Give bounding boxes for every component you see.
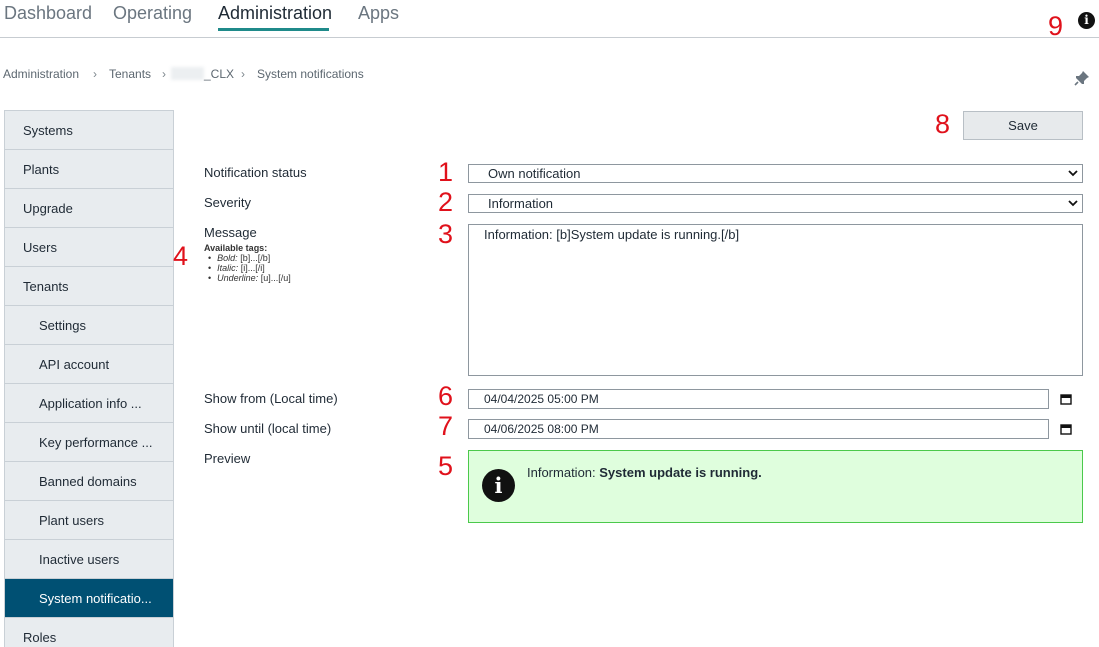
- message-textarea[interactable]: Information: [b]System update is running.[/b]: [468, 224, 1083, 376]
- annotation-6: 6: [438, 381, 454, 411]
- active-tab-indicator: [218, 28, 329, 31]
- preview-message: Information: System update is running.: [527, 465, 762, 480]
- tab-apps[interactable]: Apps: [358, 3, 400, 23]
- sidebar-item-inactive-users[interactable]: Inactive users: [5, 540, 173, 579]
- available-tags-heading: Available tags:: [204, 243, 268, 253]
- sidebar-item-users[interactable]: Users: [5, 228, 173, 267]
- annotation-2: 2: [438, 187, 454, 217]
- sidebar-item-systems[interactable]: Systems: [5, 111, 173, 150]
- chevron-down-icon: [1068, 168, 1078, 178]
- breadcrumb-administration[interactable]: Administration: [3, 67, 80, 81]
- tag-italic: • Italic: [i]...[/i]: [208, 263, 291, 273]
- sidebar-item-upgrade[interactable]: Upgrade: [5, 189, 173, 228]
- sidebar-item-plant-users[interactable]: Plant users: [5, 501, 173, 540]
- preview-label: Preview: [204, 451, 251, 466]
- tab-administration[interactable]: Administration: [218, 3, 333, 23]
- sidebar-item-banned-domains[interactable]: Banned domains: [5, 462, 173, 501]
- breadcrumb-separator: ›: [93, 67, 97, 81]
- sidebar-item-system-notifications[interactable]: System notificatio...: [5, 579, 173, 618]
- sidebar-item-roles[interactable]: Roles: [5, 618, 173, 647]
- show-from-label: Show from (Local time): [204, 391, 338, 406]
- tab-dashboard[interactable]: Dashboard: [4, 3, 93, 23]
- tag-underline: • Underline: [u]...[/u]: [208, 273, 291, 283]
- breadcrumb-separator: ›: [162, 67, 166, 81]
- breadcrumb-tenant[interactable]: _CLX: [204, 67, 235, 81]
- severity-label: Severity: [204, 195, 251, 210]
- breadcrumb-separator: ›: [241, 67, 245, 81]
- annotation-7: 7: [438, 411, 454, 441]
- notification-status-label: Notification status: [204, 165, 307, 180]
- info-icon[interactable]: i: [1078, 12, 1095, 29]
- show-until-label: Show until (local time): [204, 421, 332, 436]
- sidebar-item-tenants[interactable]: Tenants: [5, 267, 173, 306]
- calendar-icon[interactable]: [1060, 393, 1072, 405]
- save-button[interactable]: Save: [963, 111, 1083, 140]
- breadcrumb-tenants[interactable]: Tenants: [109, 67, 152, 81]
- information-icon: i: [482, 469, 515, 502]
- show-until-input[interactable]: 04/06/2025 08:00 PM: [468, 419, 1049, 439]
- annotation-9: 9: [1048, 11, 1064, 41]
- available-tags-help: [204, 243, 291, 283]
- notification-status-select[interactable]: [468, 164, 1083, 183]
- sidebar-item-plants[interactable]: Plants: [5, 150, 173, 189]
- calendar-icon[interactable]: [1060, 423, 1072, 435]
- sidebar-item-application-info[interactable]: Application info ...: [5, 384, 173, 423]
- annotation-4: 4: [173, 241, 189, 271]
- tag-bold: • Bold: [b]...[/b]: [208, 253, 291, 263]
- chevron-down-icon: [1068, 198, 1078, 208]
- sidebar-item-key-performance[interactable]: Key performance ...: [5, 423, 173, 462]
- top-navigation: [0, 0, 1099, 41]
- redacted-tenant-name: [171, 67, 204, 80]
- tab-operating[interactable]: Operating: [113, 3, 193, 23]
- sidebar-item-settings[interactable]: Settings: [5, 306, 173, 345]
- severity-select[interactable]: [468, 194, 1083, 213]
- notification-status-value: Own notification: [488, 166, 581, 181]
- breadcrumb-current: System notifications: [257, 67, 364, 81]
- severity-value: Information: [488, 196, 554, 211]
- message-label: Message: [204, 225, 257, 240]
- annotation-1: 1: [438, 157, 454, 187]
- sidebar: [4, 110, 174, 647]
- annotation-5: 5: [438, 451, 454, 481]
- show-from-input[interactable]: 04/04/2025 05:00 PM: [468, 389, 1049, 409]
- notification-preview: [468, 450, 1083, 523]
- annotation-8: 8: [935, 109, 951, 139]
- annotation-3: 3: [438, 219, 454, 249]
- sidebar-item-api-account[interactable]: API account: [5, 345, 173, 384]
- pin-icon[interactable]: [1074, 70, 1090, 86]
